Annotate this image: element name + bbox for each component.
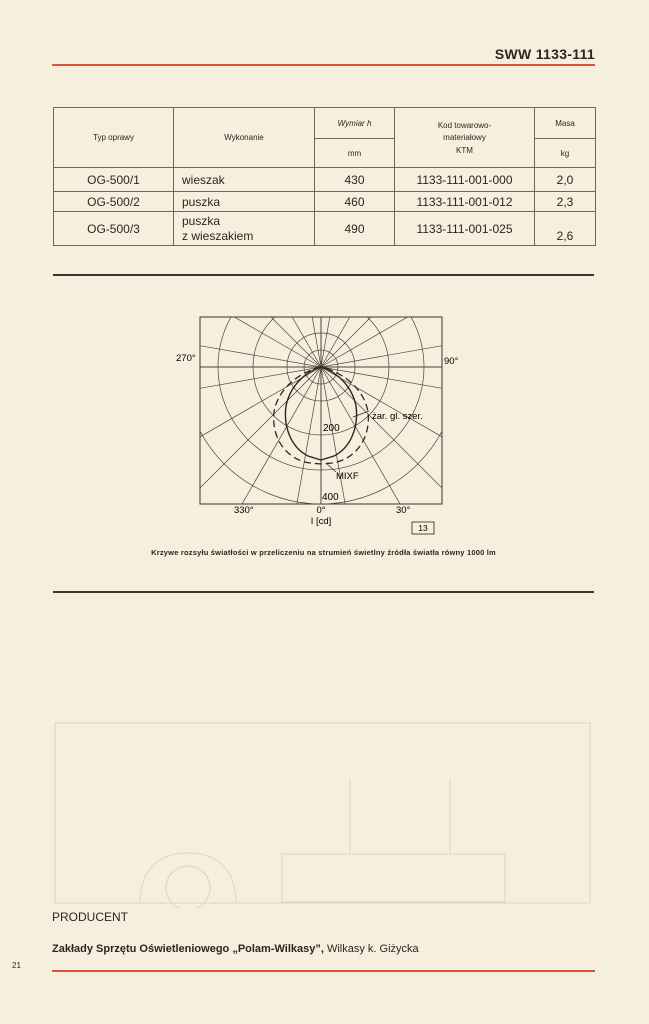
figure-number: 13 (418, 523, 428, 533)
producer-place: Wilkasy k. Giżycka (326, 943, 419, 955)
col-header-height-unit: mm (315, 139, 395, 168)
cell-type: OG-500/1 (54, 168, 174, 192)
showthrough-drawing (50, 718, 595, 908)
col-header-height: Wymiar h (315, 108, 395, 139)
cell-mass: 2,3 (535, 192, 596, 212)
cell-variant: wieszak (174, 168, 315, 192)
diagram-caption: Krzywe rozsyłu światłości w przeliczeniu na strumień świetlny źródła światła równy 1000 lm (151, 548, 496, 557)
cell-height: 430 (315, 168, 395, 192)
col-header-type: Typ oprawy (54, 108, 174, 168)
curve-label-mixf: MIXF (336, 471, 359, 482)
angle-label-30: 30° (396, 505, 411, 516)
cell-mass: 2,0 (535, 168, 596, 192)
angle-label-90: 90° (444, 356, 459, 367)
cell-variant-line2: z wieszakiem (182, 228, 254, 243)
col-header-mass: Masa (535, 108, 596, 139)
page-number: 21 (12, 961, 21, 970)
cell-type: OG-500/3 (54, 212, 174, 246)
col-header-code-unit: KTM (456, 146, 473, 155)
cell-height: 490 (315, 212, 395, 246)
cell-height: 460 (315, 192, 395, 212)
table-row (54, 192, 596, 212)
producer-name: Zakłady Sprzętu Oświetleniowego „Polam-Wilkasy”, (52, 943, 324, 955)
curve-a-leader (353, 411, 369, 417)
table-row (54, 168, 596, 192)
cell-code: 1133-111-001-000 (395, 168, 535, 192)
cell-variant-line1: puszka (182, 213, 221, 228)
cell-variant (174, 212, 315, 246)
angle-label-0: 0° (316, 505, 326, 516)
angle-label-330: 330° (234, 505, 254, 516)
curve-b-leader (326, 463, 336, 472)
angle-label-270: 270° (176, 353, 196, 364)
producer-label: PRODUCENT (52, 910, 129, 924)
page-header-code: SWW 1133-111 (494, 46, 595, 62)
curve-label-incandescent: żar. gl. szer. (372, 411, 423, 422)
col-header-mass-unit: kg (535, 139, 596, 168)
radius-label-200: 200 (323, 423, 340, 434)
spec-table (53, 107, 596, 246)
polar-diagram (150, 300, 480, 540)
table-row (54, 212, 596, 246)
col-header-variant: Wykonanie (174, 108, 315, 168)
col-header-code (395, 108, 535, 168)
producer-line (52, 943, 419, 955)
footer-rule (52, 970, 595, 972)
cell-type: OG-500/2 (54, 192, 174, 212)
cell-code: 1133-111-001-012 (395, 192, 535, 212)
cell-code: 1133-111-001-025 (395, 212, 535, 246)
col-header-code-label: Kod towarowo-materiałowy (437, 121, 492, 142)
cell-variant: puszka (174, 192, 315, 212)
cell-mass: 2,6 (535, 212, 596, 246)
intensity-unit: I [cd] (310, 516, 332, 527)
radius-label-400: 400 (322, 492, 339, 503)
header-rule (52, 64, 595, 66)
